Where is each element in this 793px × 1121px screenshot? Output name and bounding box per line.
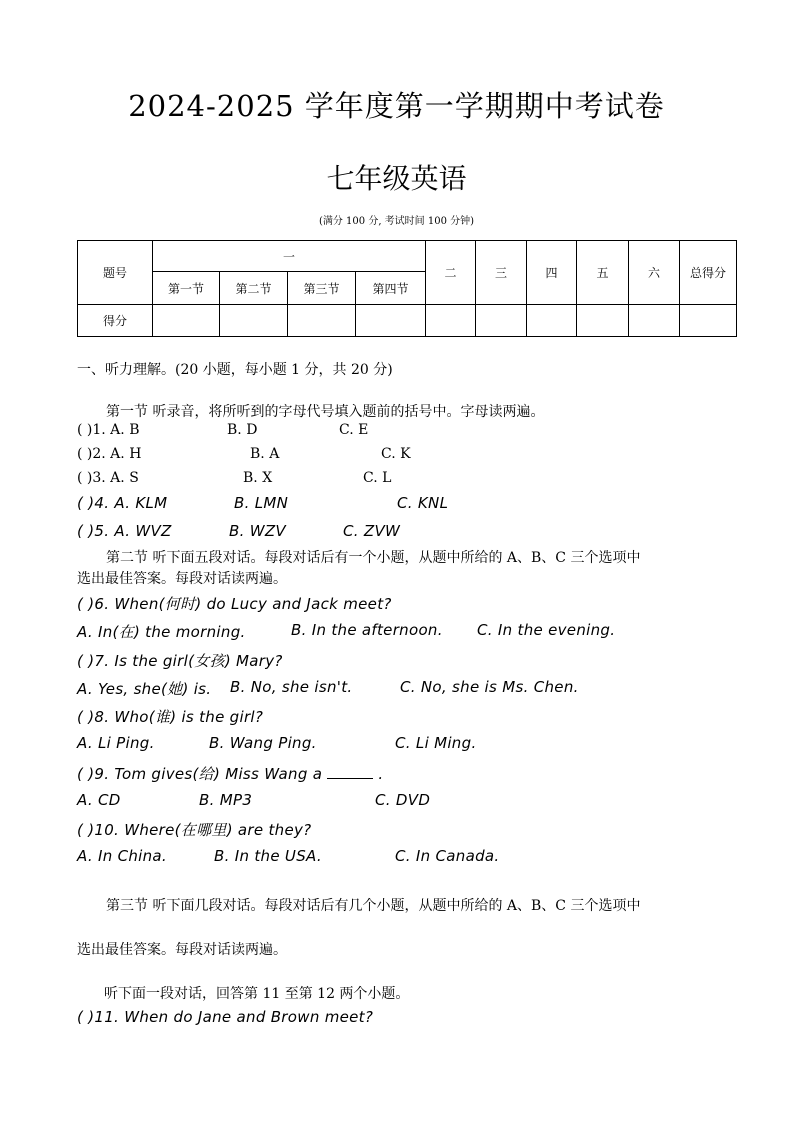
total-header: 总得分 [680,241,737,305]
sub-header-4: 第四节 [356,272,426,305]
question-5 [77,522,577,544]
option-b: B. Wang Ping. [209,734,317,752]
score-cell[interactable] [629,305,680,337]
question-11: ( )11. When do Jane and Brown meet? [77,1008,374,1026]
question-stem: ( )9. Tom gives(给) Miss Wang a [77,765,323,783]
score-cell[interactable] [577,305,629,337]
option-b: B. No, she isn't. [230,678,353,696]
option-c: C. In the evening. [477,621,616,639]
option-b: B. MP3 [199,791,253,809]
option-c: C. ZVW [343,522,401,540]
question-8-options [77,734,677,756]
question-stem: ( )5. A. WVZ [77,522,172,540]
question-2 [77,446,577,466]
row-label-score: 得分 [78,305,153,337]
question-4 [77,494,577,516]
part3-instruction-cont: 选出最佳答案。每段对话读两遍。 [77,942,287,958]
part1-instruction: 第一节 听录音，将所听到的字母代号填入题前的括号中。字母读两遍。 [106,404,545,420]
option-b: B. A [250,446,280,462]
sub-header-1: 第一节 [153,272,220,305]
option-a: A. Yes, she(她) is. [77,680,212,698]
question-stem: ( )3. A. S [77,470,139,486]
option-c: C. K [381,446,411,462]
option-a: A. CD [77,791,121,809]
option-b: B. X [243,470,273,486]
question-9 [77,763,383,784]
exam-subtitle: 七年级英语 [326,162,467,195]
score-table [77,240,737,337]
part1-header: 一 [153,241,426,272]
option-c: C. E [339,422,369,438]
option-c: C. KNL [397,494,449,512]
score-cell[interactable] [527,305,577,337]
score-cell[interactable] [220,305,288,337]
option-b: B. D [227,422,258,438]
option-b: B. WZV [229,522,286,540]
question-8: ( )8. Who(谁) is the girl? [77,708,264,726]
option-c: C. No, she is Ms. Chen. [400,678,579,696]
question-6-options [77,621,677,643]
question-6: ( )6. When(何时) do Lucy and Jack meet? [77,595,392,613]
option-c: C. DVD [375,791,431,809]
question-stem: ( )2. A. H [77,446,142,462]
option-a: A. In China. [77,847,167,865]
option-c: C. L [363,470,392,486]
option-c: C. Li Ming. [395,734,477,752]
question-3 [77,470,577,490]
part3-sub-instruction: 听下面一段对话，回答第 11 至第 12 两个小题。 [104,986,410,1002]
option-c: C. In Canada. [395,847,500,865]
option-a: A. Li Ping. [77,734,155,752]
exam-title: 2024-2025 学年度第一学期期中考试卷 [128,89,665,123]
score-cell[interactable] [680,305,737,337]
question-stem: ( )1. A. B [77,422,140,438]
part5-header: 五 [577,241,629,305]
question-end: . [378,765,384,783]
exam-note: (满分 100 分, 考试时间 100 分钟) [318,216,475,227]
sub-header-2: 第二节 [220,272,288,305]
row-label-number: 题号 [78,241,153,305]
option-b: B. LMN [234,494,289,512]
question-9-options [77,791,677,813]
part2-header: 二 [426,241,476,305]
score-cell[interactable] [356,305,426,337]
answer-blank [327,768,373,779]
part4-header: 四 [527,241,577,305]
option-a: A. In(在) the morning. [77,623,246,641]
question-stem: ( )4. A. KLM [77,494,168,512]
part3-instruction: 第三节 听下面几段对话。每段对话后有几个小题，从题中所给的 A、B、C 三个选项中 [106,898,641,914]
question-7-options [77,678,677,700]
question-10: ( )10. Where(在哪里) are they? [77,821,312,839]
sub-header-3: 第三节 [288,272,356,305]
part3-header: 三 [476,241,527,305]
score-cell[interactable] [476,305,527,337]
score-cell[interactable] [426,305,476,337]
part2-instruction-cont: 选出最佳答案。每段对话读两遍。 [77,571,287,587]
question-10-options [77,847,677,869]
part6-header: 六 [629,241,680,305]
option-b: B. In the afternoon. [291,621,443,639]
question-7: ( )7. Is the girl(女孩) Mary? [77,652,283,670]
score-cell[interactable] [288,305,356,337]
option-b: B. In the USA. [214,847,322,865]
score-cell[interactable] [153,305,220,337]
part2-instruction: 第二节 听下面五段对话。每段对话后有一个小题，从题中所给的 A、B、C 三个选项中 [106,550,641,566]
section-title: 一、听力理解。(20 小题，每小题 1 分，共 20 分) [77,362,393,378]
question-1 [77,422,577,442]
